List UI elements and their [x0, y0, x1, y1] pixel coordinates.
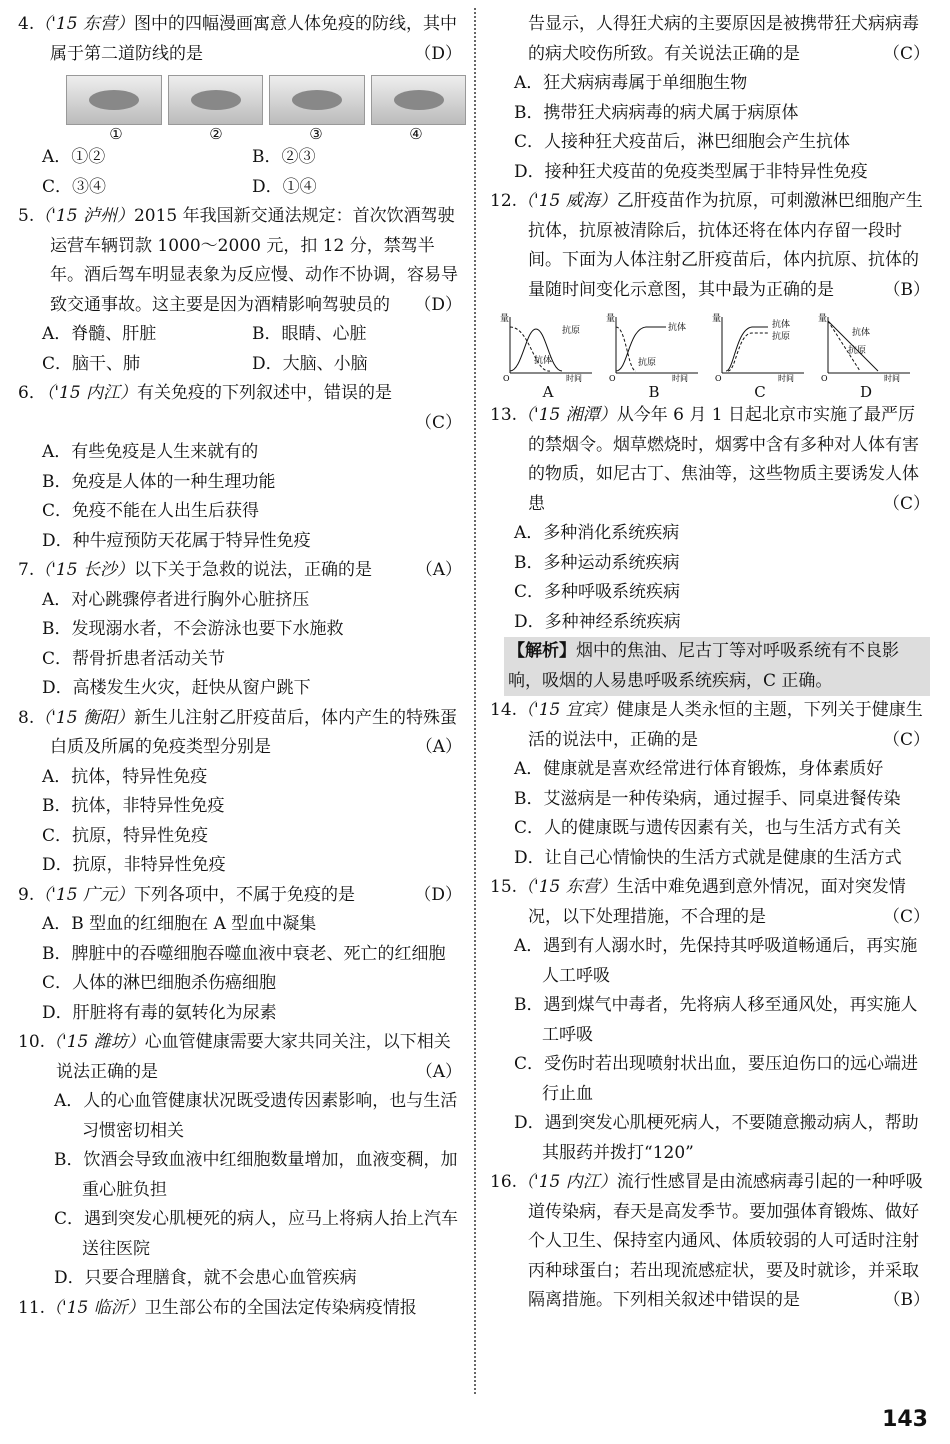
option: D．高楼发生火灾，赶快从窗户跳下 — [42, 678, 311, 698]
question-number: 12. — [490, 191, 518, 211]
explanation-box — [504, 637, 930, 696]
origin-label: O — [715, 374, 722, 383]
option: C．遇到突发心肌梗死的病人，应马上将病人抬上汽车送往医院 — [54, 1209, 459, 1259]
answer: （C） — [882, 43, 930, 64]
question-source: （'15 长沙） — [34, 560, 134, 580]
option: A．有些免疫是人生来就有的 — [42, 442, 259, 462]
question-source: （'15 广元） — [34, 884, 134, 905]
graph-b-svg — [606, 313, 702, 383]
left-column — [18, 10, 462, 1323]
option: C．受伤时若出现喷射状出血，要压迫伤口的远心端进行止血 — [514, 1054, 919, 1104]
graph-b — [606, 313, 702, 383]
question-text: 有关免疫的下列叙述中，错误的是 — [137, 383, 393, 403]
option: A．①② — [42, 147, 106, 167]
option: C．人接种狂犬疫苗后，淋巴细胞会产生抗体 — [514, 132, 851, 152]
question-source: （'15 东营） — [517, 877, 617, 897]
option: B．眼睛、心脏 — [252, 324, 367, 344]
option: B．发现溺水者，不会游泳也要下水施救 — [42, 619, 344, 639]
option: A．健康就是喜欢经常进行体育锻炼，身体素质好 — [514, 759, 884, 779]
question-text: 卫生部公布的全国法定传染病疫情报 — [144, 1297, 417, 1318]
option: A．人的心血管健康状况既受遗传因素影响，也与生活习惯密切相关 — [54, 1091, 458, 1141]
question-source: （'15 东营） — [34, 14, 134, 34]
question-7 — [18, 556, 462, 704]
graph-c-svg — [712, 313, 808, 383]
option: A．狂犬病病毒属于单细胞生物 — [514, 73, 748, 93]
column-divider — [474, 8, 476, 1394]
question-source: （'15 泸州） — [34, 206, 134, 226]
cartoon-images — [66, 75, 466, 125]
answer: （B） — [883, 1290, 930, 1310]
question-13 — [490, 401, 930, 696]
explanation-tag: 【解析】 — [508, 641, 576, 661]
question-source: （'15 威海） — [517, 191, 617, 211]
option: D．遇到突发心肌梗死病人，不要随意搬动病人，帮助其服药并拨打“120” — [514, 1113, 919, 1163]
answer-line — [18, 409, 462, 439]
option: B．脾脏中的吞噬细胞吞噬血液中衰老、死亡的红细胞 — [42, 943, 446, 964]
option: B．艾滋病是一种传染病，通过握手、同桌进餐传染 — [514, 788, 901, 809]
option: C．脑干、肺 — [42, 353, 141, 374]
question-number: 11. — [18, 1297, 46, 1318]
option: B．遇到煤气中毒者，先将病人移至通风处，再实施人工呼吸 — [514, 995, 918, 1045]
question-text: 下列各项中，不属于免疫的是 — [133, 884, 355, 905]
question-12 — [490, 187, 930, 401]
option: C．③④ — [42, 176, 107, 197]
question-number: 15. — [490, 877, 518, 897]
option: B．携带狂犬病病毒的病犬属于病原体 — [514, 102, 799, 123]
graph-a — [500, 313, 596, 383]
graph-label: B — [648, 383, 660, 401]
question-number: 10. — [18, 1032, 46, 1052]
question-text: 以下关于急救的说法，正确的是 — [133, 560, 372, 580]
option: B．②③ — [252, 147, 316, 167]
option: A．遇到有人溺水时，先保持其呼吸道畅通后，再实施人工呼吸 — [514, 936, 918, 986]
question-text: 生活中难免遇到意外情况，面对突发情况，以下处理措施，不合理的是 — [528, 877, 906, 927]
question-source: （'15 临沂） — [45, 1297, 145, 1318]
question-source: （'15 衡阳） — [34, 707, 134, 728]
antibody-label: 抗体 — [852, 328, 871, 338]
question-14 — [490, 696, 930, 873]
question-text: 流行性感冒是由流感病毒引起的一种呼吸道传染病，春天是高发季节。要加强体育锻炼、做好个人卫生、保持室内通风、体质较弱的人可适时注射丙种球蛋白；若出现流感症状，要及时就诊，并采取隔离措施。下列相关叙述中错误的是 — [528, 1172, 923, 1310]
answer: （D） — [414, 294, 462, 315]
explanation-text: 烟中的焦油、尼古丁等对呼吸系统有不良影响，吸烟的人易患呼吸系统疾病，C 正确。 — [508, 641, 899, 691]
answer: （C） — [882, 906, 930, 927]
question-text: 新生儿注射乙肝疫苗后，体内产生的特殊蛋白质及所属的免疫类型分别是 — [50, 707, 457, 757]
x-axis-label: 时间 — [672, 374, 688, 383]
cartoon-labels — [66, 125, 466, 143]
option-row — [18, 350, 462, 380]
question-text: 乙肝疫苗作为抗原，可刺激淋巴细胞产生抗体，抗原被清除后，抗体还将在体内存留一段时间。下面为人体注射乙肝疫苗后，体内抗原、抗体的量随时间变化示意图，其中最为正确的是 — [528, 191, 923, 300]
answer: （D） — [414, 884, 462, 905]
graph-d — [818, 313, 914, 383]
cartoon-image-3 — [269, 75, 365, 125]
option: B．免疫是人体的一种生理功能 — [42, 471, 276, 492]
question-9 — [18, 881, 462, 1029]
origin-label: O — [609, 374, 616, 383]
antigen-label: 抗原 — [848, 346, 867, 356]
origin-label: O — [503, 374, 510, 383]
option: C．人体的淋巴细胞杀伤癌细胞 — [42, 973, 277, 993]
antigen-label: 抗原 — [562, 326, 581, 336]
answer: （A） — [415, 1061, 462, 1082]
page-number: 143 — [882, 1407, 928, 1432]
cartoon-image-1 — [66, 75, 162, 125]
x-axis-label: 时间 — [566, 374, 582, 383]
option: D．肝脏将有毒的氨转化为尿素 — [42, 1002, 277, 1023]
option-row — [18, 143, 462, 173]
answer: （C） — [414, 412, 462, 433]
option: D．种牛痘预防天花属于特异性免疫 — [42, 530, 311, 551]
question-10 — [18, 1028, 462, 1294]
question-4 — [18, 10, 462, 202]
question-source: （'15 湘潭） — [517, 405, 617, 425]
option: C．人的健康既与遗传因素有关，也与生活方式有关 — [514, 818, 902, 838]
option: A．抗体，特异性免疫 — [42, 766, 208, 787]
option: D．只要合理膳食，就不会患心血管疾病 — [54, 1268, 357, 1288]
question-number: 9. — [18, 884, 35, 905]
answer: （C） — [882, 729, 930, 750]
question-number: 4. — [18, 14, 35, 34]
option: D．接种狂犬疫苗的免疫类型属于非特异性免疫 — [514, 161, 868, 182]
question-text: 心血管健康需要大家共同关注，以下相关说法正确的是 — [56, 1032, 451, 1082]
question-number: 16. — [490, 1172, 518, 1192]
image-label: ② — [209, 125, 223, 143]
question-5 — [18, 202, 462, 379]
answer: （A） — [415, 560, 462, 580]
option: D．①④ — [252, 176, 317, 197]
question-source: （'15 宜宾） — [517, 700, 617, 720]
option: D．抗原，非特异性免疫 — [42, 855, 226, 875]
option: A．多种消化系统疾病 — [514, 523, 680, 543]
answer: （C） — [882, 493, 930, 514]
question-number: 6． — [18, 383, 46, 403]
answer: （B） — [883, 279, 930, 300]
cartoon-image-2 — [168, 75, 264, 125]
graph-a-svg — [500, 313, 596, 383]
answer: （D） — [414, 43, 462, 64]
option-row — [18, 173, 462, 203]
graph-labels — [500, 383, 930, 401]
option: B．饮酒会导致血液中红细胞数量增加，血液变稠，加重心脏负担 — [54, 1150, 458, 1200]
graph-label: C — [754, 383, 766, 401]
question-11-start — [18, 1294, 462, 1324]
question-text-continued: 告显示，人得狂犬病的主要原因是被携带狂犬病病毒的病犬咬伤所致。有关说法正确的是 — [528, 14, 919, 64]
antigen-antibody-graphs — [500, 313, 930, 383]
y-axis-label: 量 — [606, 314, 616, 324]
antibody-label: 抗体 — [772, 320, 791, 330]
question-number: 5. — [18, 206, 35, 226]
image-label: ① — [109, 125, 123, 143]
y-axis-label: 量 — [818, 314, 828, 324]
antibody-label: 抗体 — [534, 356, 553, 366]
antigen-label: 抗原 — [638, 358, 657, 368]
question-15 — [490, 873, 930, 1168]
answer: （A） — [415, 737, 462, 757]
question-11-continued — [490, 10, 930, 187]
question-16 — [490, 1168, 930, 1316]
question-source: （'15 内江） — [517, 1172, 617, 1192]
option: A．B 型血的红细胞在 A 型血中凝集 — [42, 914, 317, 934]
x-axis-label: 时间 — [778, 374, 794, 383]
right-column — [490, 10, 930, 1316]
option: A．脊髓、肝脏 — [42, 324, 157, 344]
option: C．免疫不能在人出生后获得 — [42, 501, 260, 521]
option: C．帮骨折患者活动关节 — [42, 648, 226, 669]
antigen-label: 抗原 — [772, 332, 791, 342]
question-6 — [18, 379, 462, 556]
origin-label: O — [821, 374, 828, 383]
question-text: 健康是人类永恒的主题，下列关于健康生活的说法中，正确的是 — [528, 700, 923, 750]
y-axis-label: 量 — [500, 314, 510, 324]
question-source: （'15 内江） — [45, 383, 138, 403]
option-row — [18, 320, 462, 350]
question-text: 从今年 6 月 1 日起北京市实施了最严厉的禁烟令。烟草燃烧时，烟雾中含有多种对人体有害的物质，如尼古丁、焦油等，这些物质主要诱发人体患 — [528, 405, 919, 514]
option: A．对心跳骤停者进行胸外心脏挤压 — [42, 589, 310, 610]
option: B．多种运动系统疾病 — [514, 552, 680, 573]
graph-label: A — [542, 383, 554, 401]
antibody-label: 抗体 — [668, 323, 687, 333]
y-axis-label: 量 — [712, 314, 722, 324]
graph-d-svg — [818, 313, 914, 383]
question-number: 14. — [490, 700, 518, 720]
question-source: （'15 潍坊） — [45, 1032, 145, 1052]
option: B．抗体，非特异性免疫 — [42, 796, 225, 816]
question-number: 8. — [18, 707, 35, 728]
question-number: 7. — [18, 560, 35, 580]
option: D．大脑、小脑 — [252, 353, 368, 374]
option: D．让自己心情愉快的生活方式就是健康的生活方式 — [514, 847, 902, 868]
graph-label: D — [859, 383, 873, 401]
x-axis-label: 时间 — [884, 374, 900, 383]
question-number: 13. — [490, 405, 518, 425]
option: C．抗原，特异性免疫 — [42, 825, 209, 846]
option: D．多种神经系统疾病 — [514, 611, 681, 632]
image-label: ④ — [409, 125, 423, 143]
question-8 — [18, 704, 462, 881]
cartoon-image-4 — [371, 75, 467, 125]
graph-c — [712, 313, 808, 383]
image-label: ③ — [309, 125, 323, 143]
option: C．多种呼吸系统疾病 — [514, 582, 681, 602]
question-text: 2015 年我国新交通法规定：首次饮酒驾驶运营车辆罚款 1000～2000 元，扣 12 分，禁驾半年。酒后驾车明显表象为反应慢、动作不协调，容易导致交通事故。这主要是因为酒精影响驾驶员的 — [50, 206, 458, 315]
question-text: 图中的四幅漫画寓意人体免疫的防线，其中属于第二道防线的是 — [50, 14, 457, 64]
